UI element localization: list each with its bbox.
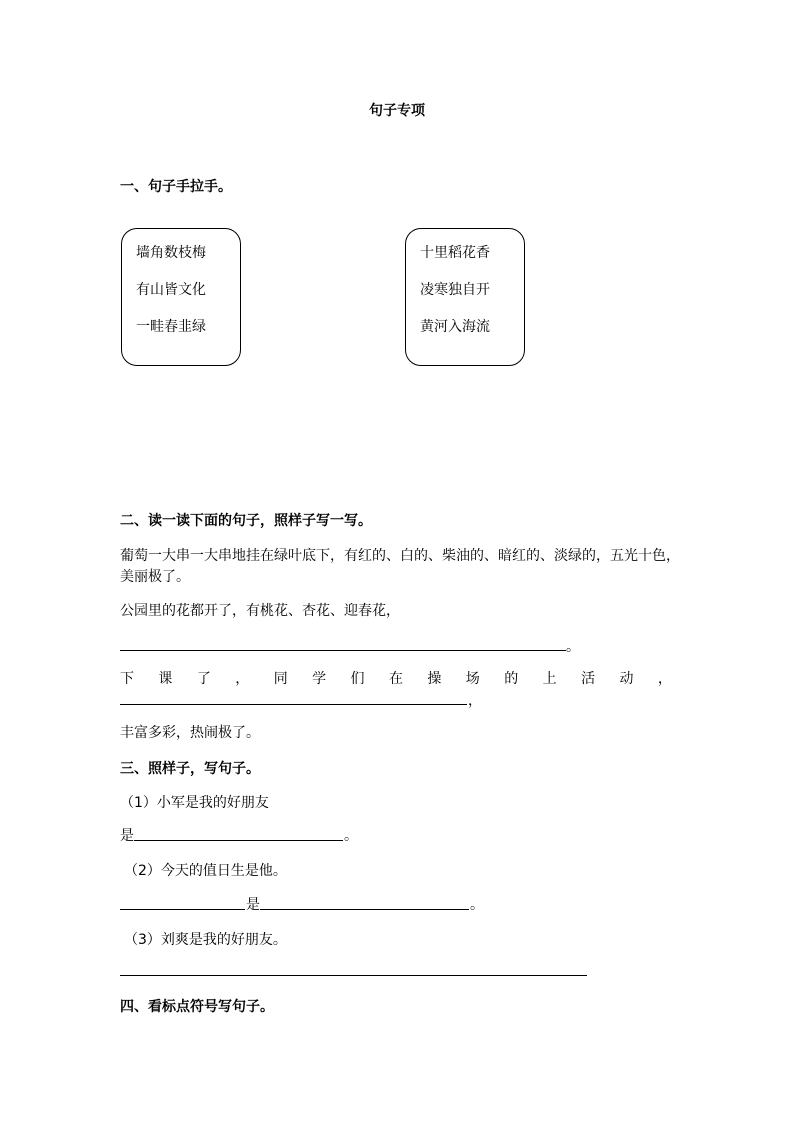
q1-end: 。	[344, 828, 358, 844]
prompt2-char: 们	[350, 671, 365, 687]
prompt1-text: 公园里的花都开了，有桃花、杏花、迎春花，	[120, 603, 400, 619]
answer-line-1[interactable]	[120, 650, 566, 651]
right-phrase-box	[405, 228, 525, 366]
right-phrase-2[interactable]: 凌寒独自开	[420, 282, 490, 298]
left-phrase-2[interactable]: 有山皆文化	[136, 282, 206, 298]
prompt2-char: 上	[542, 671, 557, 687]
q1-text: （1）小军是我的好朋友	[120, 795, 269, 811]
prompt2-char: 动	[619, 671, 634, 687]
q1-answer-line[interactable]	[134, 840, 343, 841]
q3-answer-line[interactable]	[120, 975, 587, 976]
prompt2-char: 操	[427, 671, 442, 687]
prompt2-char: 在	[388, 671, 403, 687]
answer-line-2-end: ，	[468, 693, 482, 709]
q2-answer-line-a[interactable]	[120, 909, 245, 910]
q1-start-word: 是	[120, 828, 134, 844]
q2-end: 。	[470, 897, 484, 913]
page-title: 句子专项	[369, 103, 425, 119]
left-phrase-3[interactable]: 一畦春韭绿	[136, 319, 206, 335]
prompt2-char: ，	[235, 671, 250, 687]
prompt2-char: 同	[273, 671, 288, 687]
prompt2-char: 场	[465, 671, 480, 687]
q2-mid-word: 是	[246, 897, 260, 913]
q3-text: （3）刘爽是我的好朋友。	[124, 932, 287, 948]
section4-heading: 四、看标点符号写句子。	[120, 999, 274, 1015]
prompt2-char: 的	[504, 671, 519, 687]
left-phrase-1[interactable]: 墙角数枝梅	[136, 245, 206, 261]
answer-line-1-end: 。	[566, 639, 580, 655]
section3-heading: 三、照样子，写句子。	[120, 761, 260, 777]
prompt2-char: 学	[312, 671, 327, 687]
left-phrase-box	[121, 228, 241, 366]
prompt2-char: 课	[158, 671, 173, 687]
prompt2-spaced-text	[120, 668, 672, 688]
example-sentence-line2: 美丽极了。	[120, 569, 190, 585]
right-phrase-1[interactable]: 十里稻花香	[420, 245, 490, 261]
prompt2-tail: 丰富多彩，热闹极了。	[120, 725, 260, 741]
section1-heading: 一、句子手拉手。	[120, 179, 232, 195]
prompt2-char: 了	[196, 671, 211, 687]
right-phrase-3[interactable]: 黄河入海流	[420, 319, 490, 335]
example-sentence-line1: 葡萄一大串一大串地挂在绿叶底下，有红的、白的、柴油的、暗红的、淡绿的，五光十色，	[120, 548, 680, 564]
q2-text: （2）今天的值日生是他。	[124, 863, 287, 879]
prompt2-char: 下	[120, 671, 134, 687]
prompt2-char: 活	[581, 671, 596, 687]
answer-line-2[interactable]	[120, 704, 467, 705]
section2-heading: 二、读一读下面的句子，照样子写一写。	[120, 513, 372, 529]
prompt2-char: ，	[657, 671, 672, 687]
q2-answer-line-b[interactable]	[260, 909, 469, 910]
